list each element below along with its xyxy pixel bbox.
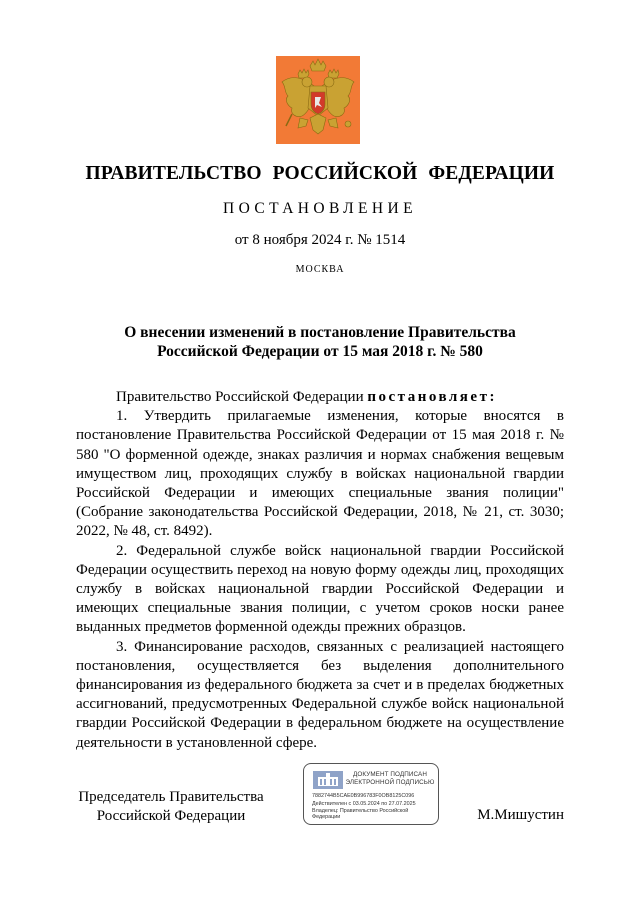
- resolution-keyword: постановляет:: [367, 389, 497, 405]
- heading-line-2: Российской Федерации от 15 мая 2018 г. № 580: [157, 343, 483, 360]
- electronic-signature-stamp: [303, 763, 439, 825]
- stamp-owner-line-1: Владелец: Правительство Российской: [312, 808, 409, 814]
- government-building-icon: [313, 771, 343, 789]
- signatory-role: [76, 788, 266, 826]
- document-heading: [60, 323, 580, 361]
- stamp-title-line-2: ЭЛЕКТРОННОЙ ПОДПИСЬЮ: [345, 779, 435, 786]
- stamp-title-line-1: ДОКУМЕНТ ПОДПИСАН: [353, 771, 427, 778]
- stamp-certificate: 7882744B5CAE0B996783F0OB8125C096: [312, 793, 415, 799]
- intro-paragraph: [76, 388, 564, 407]
- paragraph-2: 2. Федеральной службе войск национальной гвардии Российской Федерации осуществить переход на новую форму одежды лиц, проходящих службу в войсках национальной гвардии Российской Федерации и имеющих специальные звания полиции, с учетом сроков носки ранее выданных предметов форменной одежды прежних образцов.: [76, 542, 564, 636]
- signatory-name: М.Мишустин: [477, 807, 564, 823]
- government-title: ПРАВИТЕЛЬСТВО РОССИЙСКОЙ ФЕДЕРАЦИИ: [85, 163, 555, 184]
- paragraph-3: 3. Финансирование расходов, связанных с реализацией настоящего постановления, осуществляется без выделения дополнительного финансирования из федерального бюджета за счет и в пределах бюджетных ассигнований, предусмотренных Федеральной службе войск национальной гвардии Российской Федерации в федеральном бюджете на осуществление деятельности в установленной сфере.: [76, 638, 564, 751]
- paragraph-1: 1. Утвердить прилагаемые изменения, которые вносятся в постановление Правительства Российской Федерации от 15 мая 2018 г. № 580 "О форменной одежде, знаках различия и нормах снабжения вещевым имуществом лиц, проходящих службу в войсках национальной гвардии Российской Федерации и имеющих специальные звания полиции" (Собрание законодательства Российской Федерации, 2018, № 21, ст. 3030; 2022, № 48, ст. 8492).: [76, 408, 564, 540]
- stamp-validity: Действителен с 03.05.2024 по 27.07.2025: [312, 801, 416, 807]
- document-date-number: от 8 ноября 2024 г. № 1514: [234, 232, 406, 248]
- heading-line-1: О внесении изменений в постановление Правительства: [124, 324, 516, 341]
- russian-coat-of-arms-icon: [276, 56, 360, 144]
- signatory-role-line-1: Председатель Правительства: [78, 789, 264, 805]
- stamp-owner-line-2: Федерации: [312, 814, 341, 820]
- signatory-role-line-2: Российской Федерации: [96, 808, 246, 824]
- intro-text: Правительство Российской Федерации: [116, 389, 368, 405]
- stamp-title: [344, 771, 436, 787]
- document-type: ПОСТАНОВЛЕНИЕ: [223, 200, 417, 217]
- document-city: МОСКВА: [295, 264, 345, 275]
- document-body: [76, 388, 564, 753]
